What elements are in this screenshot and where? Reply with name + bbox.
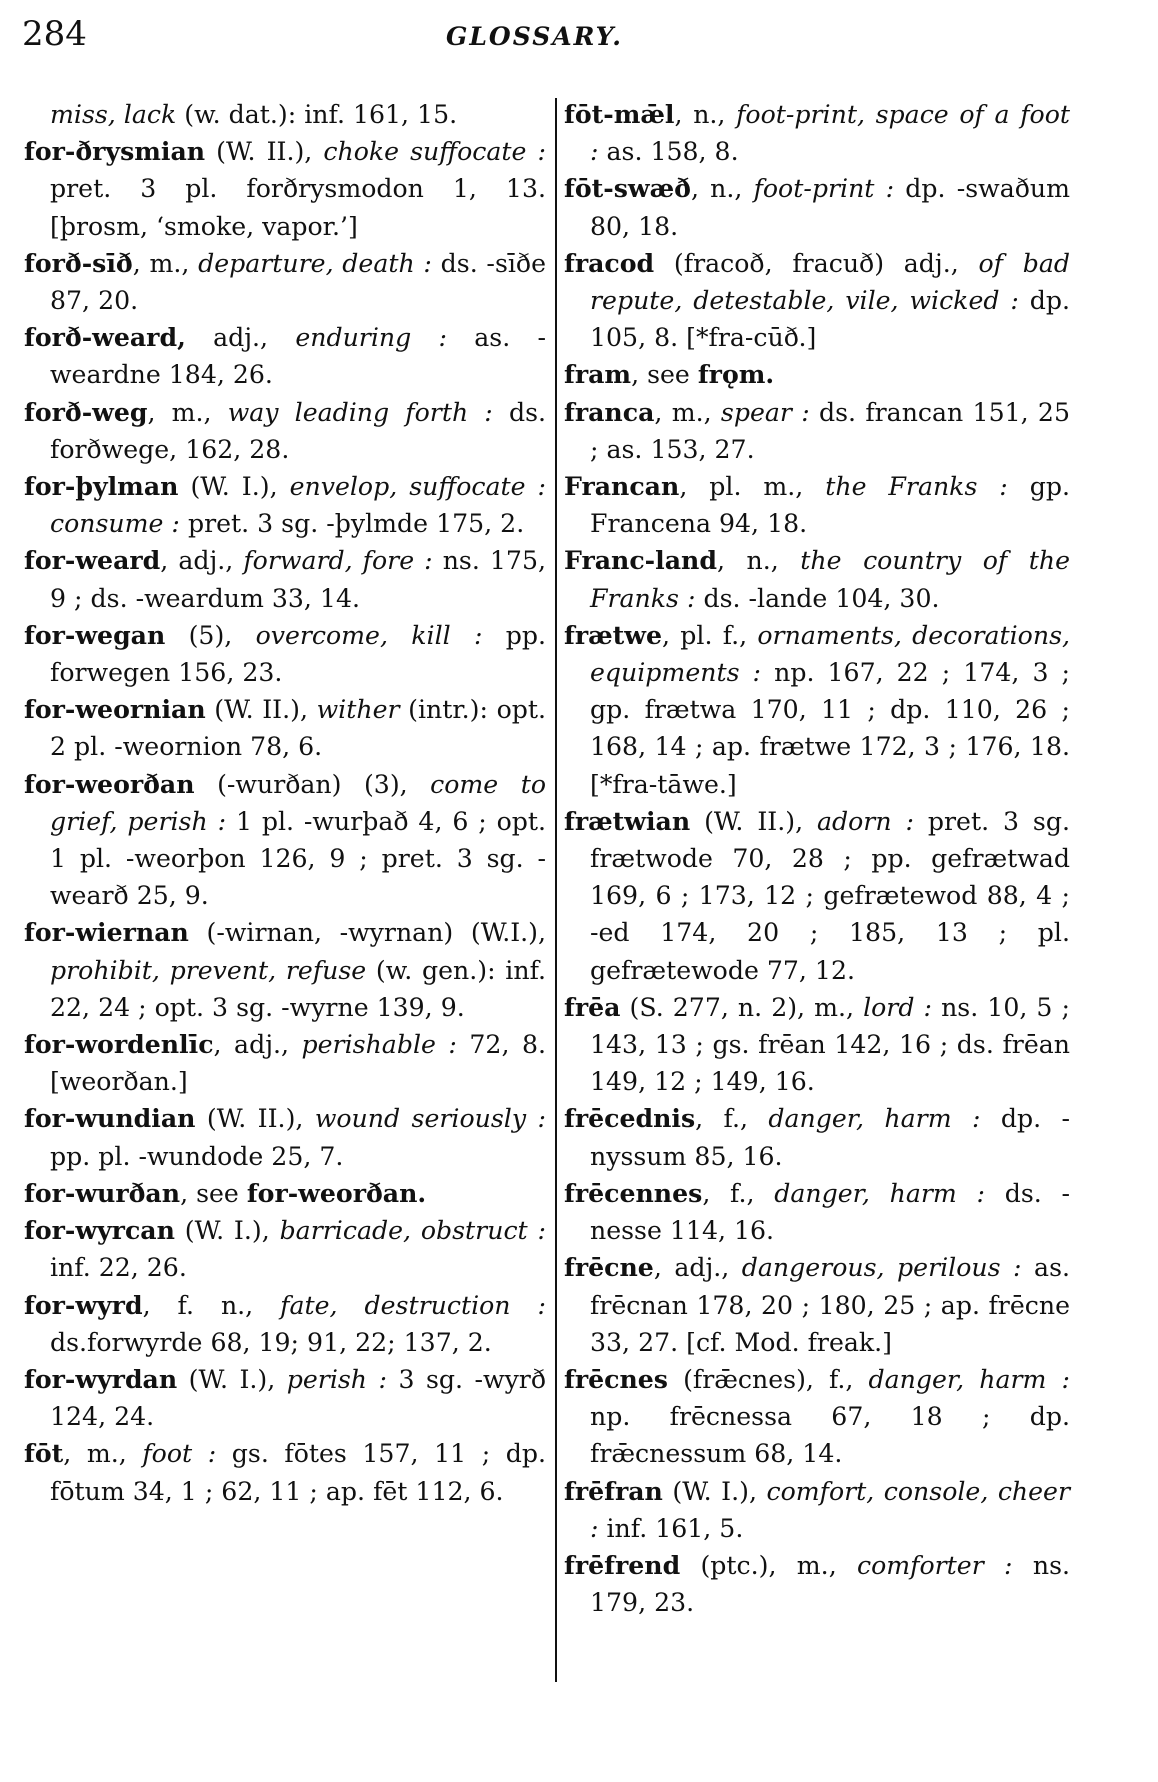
definition: the Franks : [825,472,1008,502]
glossary-entry [24,1361,546,1435]
headword: for-ðrysmian [24,136,206,167]
citation: ns. 175, 9 ; ds. -weardum 33, 14. [50,546,546,613]
definition: danger, harm : [768,1104,981,1134]
citation: pret. 3 sg. frætwode 70, 28 ; pp. gefrætwad 169, 6 ; 173, 12 ; gefrætewod 88, 4 ; -ed 174, 20 ; 185, 13 ; pl. gefrætewode 77, 12. [590,806,1070,985]
glossary-entry [24,133,546,245]
glossary-entry [564,1175,1070,1249]
glossary-entry [24,394,546,468]
citation: np. frēcnessa 67, 18 ; dp. frǣcnessum 68, 14. [590,1402,1070,1469]
glossary-entry [564,468,1070,542]
headword: for-wurðan [24,1177,181,1208]
glossary-entry [24,1175,546,1212]
citation: , f., [702,1178,775,1208]
citation: pret. 3 pl. forðrysmodon 1, 13. [þrosm, ‘smoke, vapor.’] [50,174,546,241]
citation: (W. II.), [195,1104,315,1134]
definition: danger, harm : [868,1364,1070,1394]
citation: , pl. f., [662,620,758,650]
glossary-entry [564,1547,1070,1621]
citation: (w. gen.): inf. 22, 24 ; opt. 3 sg. -wyrne 139, 9. [50,955,546,1022]
citation: ds. forðwege, 162, 28. [50,397,546,464]
headword: fōt-swæð [564,173,691,204]
definition: spear : [720,397,810,427]
citation: (W. I.), [174,1216,280,1246]
citation: pret. 3 sg. -þylmde 175, 2. [179,509,525,539]
definition: wither [316,695,400,725]
headword: forð-weard, [24,322,186,353]
glossary-entry [24,1100,546,1174]
headword: for-wegan [24,619,166,650]
headword: frēcne [564,1252,654,1283]
citation: (W. II.), [690,806,817,836]
glossary-entry [564,803,1070,989]
citation: np. 167, 22 ; 174, 3 ; gp. frætwa 170, 11 ; dp. 110, 26 ; 168, 14 ; ap. frætwe 172, 3 ; 176, 18. [*fra-tāwe.] [590,658,1071,799]
glossary-entry [24,1287,546,1361]
headword: for-wordenlīc [24,1029,214,1060]
headword: fōt [24,1438,64,1469]
headword: frēcennes [564,1177,703,1208]
citation: , adj., [160,546,244,576]
headword: for-wyrd [24,1289,143,1320]
glossary-entry [564,245,1070,357]
citation: (ptc.), m., [680,1550,857,1580]
citation: 1 pl. -wurþað 4, 6 ; opt. 1 pl. -weorþon 126, 9 ; pret. 3 sg. -wearð 25, 9. [50,806,547,911]
headword: fōt-mǣl [564,99,675,129]
citation: ds. francan 151, 25 ; as. 153, 27. [590,397,1070,464]
headword: Francan [564,471,680,502]
citation: (w. dat.): inf. 161, 15. [176,100,458,129]
citation: adj., [185,323,296,353]
headword: for-wyrcan [24,1215,175,1246]
definition: lord : [863,992,933,1022]
citation: (frǣcnes), f., [668,1364,869,1394]
definition: of bad repute, detestable, vile, wicked : [590,248,1070,316]
citation: (S. 277, n. 2), m., [620,992,864,1022]
definition: departure, death : [198,248,432,278]
glossary-entry [24,542,546,616]
citation: , n., [690,174,754,204]
headword: forð-weg [24,396,148,427]
definition: foot : [142,1439,217,1469]
glossary-entry [24,245,546,319]
glossary-entry-continuation [24,96,546,133]
citation: (W. I.), [178,472,290,502]
glossary-entry [564,542,1070,616]
headword: for-weornian [24,694,206,725]
citation: , pl. m., [679,472,826,502]
citation: (fracoð, fracuð) adj., [654,248,979,278]
citation: dp. 105, 8. [*fra-cūð.] [590,286,1070,353]
headword: frēcnes [564,1363,668,1394]
glossary-entry [24,691,546,765]
citation: (W. II.), [205,137,324,167]
citation: (W. II.), [205,695,317,725]
citation: , see [180,1178,247,1208]
citation: gp. Francena 94, 18. [590,472,1070,539]
citation: pp. pl. -wundode 25, 7. [50,1141,344,1171]
citation: (W. I.), [662,1476,767,1506]
glossary-entry [24,617,546,691]
citation: ds. -nesse 114, 16. [590,1178,1070,1246]
headword: franca [564,396,655,427]
citation: ds.forwyrde 68, 19; 91, 22; 137, 2. [50,1327,492,1357]
running-title: GLOSSARY. [446,22,623,51]
citation: ns. 179, 23. [590,1550,1070,1618]
headword: forð-sīð [24,247,133,278]
headword: Franc-land [564,545,717,576]
definition: choke suffocate : [323,137,546,167]
glossary-entry [24,319,546,393]
definition: wound seriously : [314,1104,546,1134]
headword: frætwian [564,805,691,836]
citation: 3 sg. -wyrð 124, 24. [50,1364,547,1432]
headword: frætwe [564,619,663,650]
headword: for-weorðan [24,768,195,799]
citation: (W. I.), [177,1364,287,1394]
citation: as. 158, 8. [598,137,739,167]
glossary-entry [564,1473,1070,1547]
citation: (intr.): opt. 2 pl. -weornion 78, 6. [50,695,547,762]
citation: (-wirnan, -wyrnan) (W.I.), [188,918,546,948]
citation: as. frēcnan 178, 20 ; 180, 25 ; ap. frēcne 33, 27. [cf. Mod. freak.] [590,1253,1070,1357]
definition: comfort, console, cheer : [590,1476,1070,1543]
headword: for-wundian [24,1103,196,1134]
citation: , see [631,360,698,390]
citation: 72, 8. [weorðan.] [50,1030,547,1097]
glossary-entry [24,766,546,915]
page-header [22,14,1082,54]
column-divider [555,98,557,1682]
glossary-entry [24,468,546,542]
headword: for-weorðan. [246,1177,427,1208]
headword: for-wiernan [24,917,189,948]
left-column [24,96,546,1510]
glossary-entry [564,617,1070,803]
headword: for-þylman [24,471,179,502]
headword: frēfran [564,1475,663,1506]
citation: , adj., [653,1253,742,1283]
glossary-entry [564,356,1070,393]
citation: (5), [165,620,256,650]
definition: envelop, suffocate : consume : [50,472,547,539]
citation: , adj., [213,1030,302,1060]
headword: frēa [564,991,621,1022]
citation: , f. n., [142,1290,281,1320]
glossary-entry [564,1100,1070,1174]
definition: way leading forth : [227,397,493,427]
headword: frēcednis [564,1103,696,1134]
citation: dp. -nyssum 85, 16. [590,1104,1070,1171]
citation: pp. forwegen 156, 23. [50,620,546,688]
glossary-entry [24,1435,546,1509]
definition: forward, fore : [243,546,433,576]
citation: inf. 161, 5. [598,1513,744,1543]
definition: foot-print : [753,174,895,204]
glossary-entry [24,1026,546,1100]
definition: the country of the Franks : [590,546,1070,613]
definition: comforter : [857,1550,1013,1580]
citation: ds. -sīðe 87, 20. [50,248,546,316]
glossary-entry [564,1361,1070,1473]
glossary-entry [564,1249,1070,1361]
definition: dangerous, perilous : [741,1253,1022,1283]
glossary-entry [24,914,546,1026]
citation: inf. 22, 26. [50,1253,187,1283]
glossary-entry [564,394,1070,468]
citation: , m., [654,397,721,427]
citation: , m., [132,248,199,278]
definition: adorn : [817,806,914,836]
headword: frǫm. [697,359,775,390]
headword: frēfrend [564,1549,681,1580]
page-number: 284 [22,14,87,54]
definition: come to grief, perish : [50,769,547,836]
citation: , f., [695,1104,769,1134]
citation: ns. 10, 5 ; 143, 13 ; gs. frēan 142, 16 ; ds. frēan 149, 12 ; 149, 16. [590,992,1070,1097]
definition: prohibit, prevent, refuse [50,955,367,985]
glossary-entry [564,170,1070,244]
definition: miss, lack [50,100,177,129]
definition: danger, harm : [774,1178,985,1208]
headword: for-weard [24,545,161,576]
citation: , m., [63,1439,143,1469]
citation: ds. -lande 104, 30. [695,583,940,613]
headword: for-wyrdan [24,1363,178,1394]
citation: (-wurðan) (3), [194,769,431,799]
citation: gs. fōtes 157, 11 ; dp. fōtum 34, 1 ; 62, 11 ; ap. fēt 112, 6. [50,1439,547,1506]
headword: fracod [564,247,655,278]
definition: perishable : [301,1030,457,1060]
citation: as. -weardne 184, 26. [50,323,546,390]
citation: , m., [147,397,228,427]
citation: , n., [716,546,801,576]
headword: fram [564,359,632,390]
definition: ornaments, decorations, equipments : [590,620,1070,688]
definition: overcome, kill : [255,620,483,650]
definition: barricade, obstruct : [279,1216,546,1246]
definition: enduring : [295,323,447,353]
citation: dp. -swaðum 80, 18. [590,174,1070,241]
right-column [564,96,1070,1621]
glossary-entry [564,96,1070,170]
definition: perish : [286,1364,387,1394]
glossary-entry [564,989,1070,1101]
definition: fate, destruction : [280,1290,546,1320]
definition: foot-print, space of a foot : [590,100,1070,167]
citation: , n., [674,100,737,129]
glossary-entry [24,1212,546,1286]
